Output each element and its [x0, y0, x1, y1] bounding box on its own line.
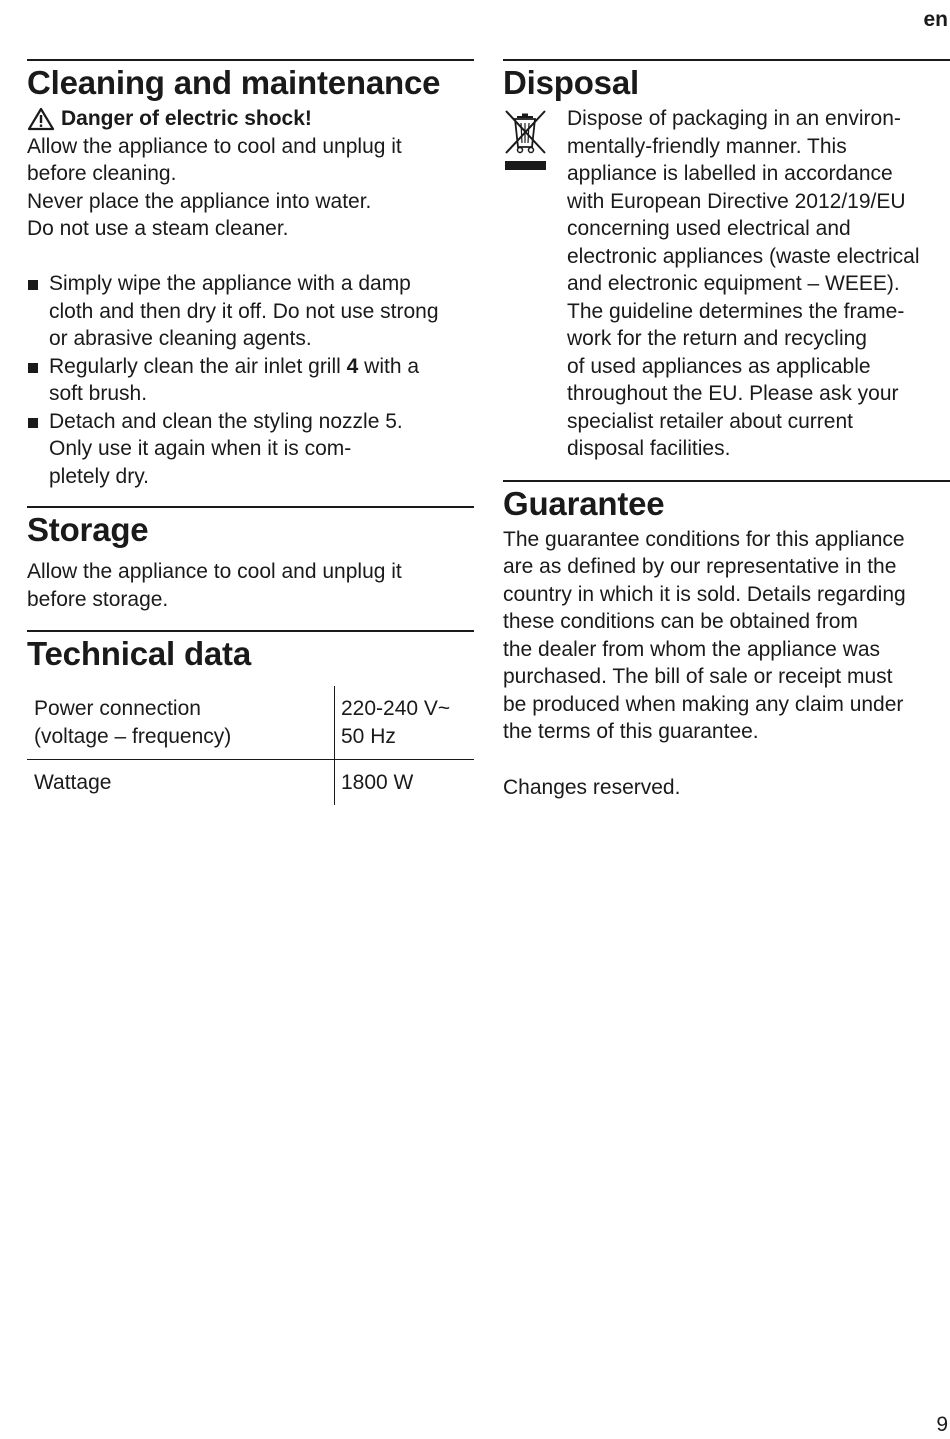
bullet-line: Only use it again when it is com- [49, 437, 352, 460]
cleaning-bullets [27, 270, 474, 490]
guarantee-line: the terms of this guarantee. [503, 720, 759, 743]
storage-title: Storage [27, 511, 149, 548]
square-bullet-icon [28, 280, 38, 290]
storage-line: Allow the appliance to cool and unplug it [27, 560, 402, 583]
guarantee-line: be produced when making any claim under [503, 692, 904, 716]
disposal-title: Disposal [503, 64, 639, 101]
disposal-line: of used appliances as applicable [567, 354, 871, 378]
bullet-text: with a [358, 354, 420, 378]
guarantee-title: Guarantee [503, 484, 665, 522]
guarantee-line: the dealer from whom the appliance was [503, 637, 881, 661]
table-cell-label [27, 686, 335, 760]
square-bullet-icon [28, 363, 38, 373]
table-row [27, 760, 474, 805]
bullet-item [27, 408, 474, 491]
disposal-line: and electronic equipment – WEEE). [567, 272, 900, 295]
warning-line: Never place the appliance into water. [27, 189, 372, 213]
language-code: en [923, 8, 948, 31]
guarantee-line: are as defined by our representative in the [503, 555, 897, 578]
bullet-line: soft brush. [49, 382, 148, 405]
technical-data-title: Technical data [27, 635, 251, 672]
disposal-line: mentally-friendly manner. This [567, 134, 847, 158]
table-cell-label [27, 760, 335, 805]
page-number: 9 [936, 1413, 948, 1436]
table-cell-value [335, 686, 475, 760]
guarantee-section [503, 480, 950, 802]
cell-line: Power connection [34, 697, 201, 720]
warning-triangle-icon [27, 107, 55, 131]
disposal-line: electronic appliances (waste electrical [567, 244, 920, 268]
warning-line: Do not use a steam cleaner. [27, 217, 289, 240]
cleaning-title: Cleaning and maintenance [27, 64, 441, 101]
disposal-line: work for the return and recycling [567, 327, 867, 350]
technical-data-table [27, 686, 474, 805]
disposal-line: Dispose of packaging in an environ- [567, 107, 901, 130]
crossed-out-wheelie-bin-icon [503, 105, 567, 463]
disposal-line: disposal facilities. [567, 437, 731, 460]
bullet-line: Detach and clean the styling nozzle 5. [49, 409, 403, 433]
part-number: 4 [346, 354, 359, 378]
bullet-item [27, 353, 474, 408]
disposal-line: concerning used electrical and [567, 217, 851, 240]
cell-line: 1800 W [341, 771, 414, 794]
table-cell-value [335, 760, 475, 805]
warning-line: Allow the appliance to cool and unplug it [27, 134, 402, 158]
disposal-line: The guideline determines the frame- [567, 299, 905, 323]
disposal-line: throughout the EU. Please ask your [567, 382, 899, 405]
warning-title: Danger of electric shock! [61, 107, 312, 130]
guarantee-line: The guarantee conditions for this appliance [503, 527, 905, 551]
storage-line: before storage. [27, 587, 169, 611]
guarantee-line: country in which it is sold. Details regarding [503, 582, 906, 606]
cell-line: 50 Hz [341, 724, 396, 748]
cell-line: (voltage – frequency) [34, 724, 232, 748]
right-column [503, 59, 950, 801]
table-row [27, 686, 474, 760]
bullet-line: or abrasive cleaning agents. [49, 327, 312, 350]
bullet-line: pletely dry. [49, 464, 149, 488]
guarantee-line: these conditions can be obtained from [503, 610, 858, 633]
disposal-line: with European Directive 2012/19/EU [567, 189, 906, 213]
technical-data-section [27, 630, 474, 805]
bullet-line [49, 353, 474, 381]
guarantee-line: purchased. The bill of sale or receipt must [503, 665, 893, 688]
bullet-line: cloth and then dry it off. Do not use strong [49, 299, 439, 323]
disposal-section [503, 59, 950, 463]
disposal-line: appliance is labelled in accordance [567, 162, 893, 185]
storage-section [27, 506, 474, 613]
bullet-item [27, 270, 474, 353]
left-column [27, 59, 474, 805]
cell-line: Wattage [34, 771, 112, 794]
changes-reserved-note: Changes reserved. [503, 775, 681, 799]
cleaning-section [27, 59, 474, 490]
disposal-text [567, 105, 920, 463]
square-bullet-icon [28, 418, 38, 428]
warning-heading [27, 105, 474, 133]
bullet-text: Regularly clean the air inlet grill [49, 354, 347, 378]
bullet-line: Simply wipe the appliance with a damp [49, 272, 411, 295]
warning-line: before cleaning. [27, 162, 177, 185]
cell-line: 220-240 V~ [341, 697, 451, 720]
disposal-line: specialist retailer about current [567, 409, 853, 433]
